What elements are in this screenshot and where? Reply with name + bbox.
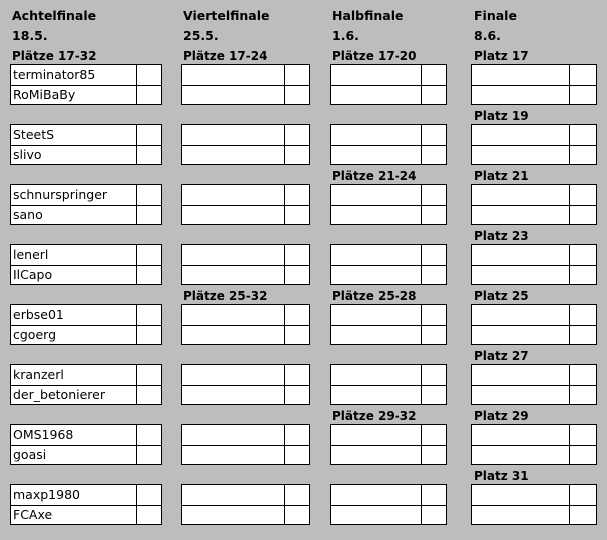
score-column[interactable] — [421, 485, 422, 524]
team-slot[interactable] — [182, 425, 309, 446]
team-slot[interactable] — [331, 85, 446, 105]
match-box — [330, 64, 447, 105]
team-name: lenerl — [13, 247, 49, 262]
match-box — [10, 64, 162, 105]
places-label: Platz 25 — [474, 289, 529, 303]
score-column[interactable] — [284, 125, 285, 164]
match-box — [330, 304, 447, 345]
team-slot[interactable] — [11, 185, 161, 206]
team-slot[interactable] — [11, 205, 161, 225]
team-slot[interactable] — [472, 325, 596, 345]
match-box — [181, 364, 310, 405]
match-box — [471, 64, 597, 105]
score-column[interactable] — [136, 65, 137, 104]
places-label: Plätze 17-20 — [332, 49, 417, 63]
team-slot[interactable] — [11, 265, 161, 285]
round-name-qf: Viertelfinale — [183, 8, 270, 23]
places-label: Platz 19 — [474, 109, 529, 123]
score-column[interactable] — [569, 65, 570, 104]
team-slot[interactable] — [472, 185, 596, 206]
places-label: Platz 17 — [474, 49, 529, 63]
team-name: schnurspringer — [13, 187, 108, 202]
team-slot[interactable] — [11, 365, 161, 386]
match-box — [181, 184, 310, 225]
round-date-final: 8.6. — [474, 28, 501, 43]
score-column[interactable] — [421, 185, 422, 224]
score-column[interactable] — [136, 365, 137, 404]
score-column[interactable] — [421, 425, 422, 464]
team-slot[interactable] — [11, 485, 161, 506]
match-box — [10, 424, 162, 465]
places-label: Plätze 21-24 — [332, 169, 417, 183]
team-name: kranzerl — [13, 367, 64, 382]
team-slot[interactable] — [331, 185, 446, 206]
team-slot[interactable] — [331, 125, 446, 146]
score-column[interactable] — [569, 245, 570, 284]
team-slot[interactable] — [11, 85, 161, 105]
team-slot[interactable] — [472, 445, 596, 465]
match-box — [10, 364, 162, 405]
team-name: OMS1968 — [13, 427, 74, 442]
team-slot[interactable] — [182, 205, 309, 225]
match-box — [10, 184, 162, 225]
match-box — [181, 124, 310, 165]
places-label: Platz 31 — [474, 469, 529, 483]
score-column[interactable] — [136, 245, 137, 284]
match-box — [471, 124, 597, 165]
match-box — [330, 364, 447, 405]
match-box — [330, 184, 447, 225]
team-slot[interactable] — [331, 145, 446, 165]
team-slot[interactable] — [182, 145, 309, 165]
score-column[interactable] — [284, 65, 285, 104]
match-box — [10, 484, 162, 525]
team-slot[interactable] — [472, 205, 596, 225]
team-slot[interactable] — [182, 245, 309, 266]
team-slot[interactable] — [11, 125, 161, 146]
match-box — [330, 244, 447, 285]
score-column[interactable] — [284, 185, 285, 224]
round-name-r16: Achtelfinale — [12, 8, 97, 23]
team-slot[interactable] — [472, 385, 596, 405]
score-column[interactable] — [284, 485, 285, 524]
team-slot[interactable] — [182, 505, 309, 525]
team-slot[interactable] — [182, 85, 309, 105]
team-slot[interactable] — [472, 365, 596, 386]
places-label: Plätze 17-24 — [183, 49, 268, 63]
match-box — [330, 424, 447, 465]
team-slot[interactable] — [11, 305, 161, 326]
score-column[interactable] — [569, 485, 570, 524]
score-column[interactable] — [569, 305, 570, 344]
score-column[interactable] — [421, 65, 422, 104]
team-slot[interactable] — [472, 145, 596, 165]
team-name: der_betonierer — [13, 387, 105, 402]
match-box — [471, 244, 597, 285]
team-slot[interactable] — [11, 325, 161, 345]
score-column[interactable] — [136, 485, 137, 524]
team-slot[interactable] — [11, 65, 161, 86]
match-box — [471, 424, 597, 465]
team-slot[interactable] — [331, 505, 446, 525]
places-label: Plätze 25-28 — [332, 289, 417, 303]
team-slot[interactable] — [182, 325, 309, 345]
team-slot[interactable] — [182, 125, 309, 146]
score-column[interactable] — [284, 245, 285, 284]
team-name: FCAxe — [13, 507, 53, 522]
team-slot[interactable] — [472, 85, 596, 105]
match-box — [10, 244, 162, 285]
team-slot[interactable] — [331, 325, 446, 345]
team-slot[interactable] — [182, 385, 309, 405]
team-slot[interactable] — [182, 185, 309, 206]
team-name: terminator85 — [13, 67, 96, 82]
round-date-sf: 1.6. — [332, 28, 359, 43]
score-column[interactable] — [569, 365, 570, 404]
score-column[interactable] — [421, 245, 422, 284]
match-box — [471, 304, 597, 345]
score-column[interactable] — [421, 125, 422, 164]
score-column[interactable] — [136, 425, 137, 464]
team-slot[interactable] — [11, 385, 161, 405]
team-slot[interactable] — [472, 485, 596, 506]
team-slot[interactable] — [472, 125, 596, 146]
match-box — [10, 124, 162, 165]
score-column[interactable] — [569, 125, 570, 164]
team-slot[interactable] — [11, 505, 161, 525]
match-box — [181, 484, 310, 525]
team-slot[interactable] — [331, 65, 446, 86]
team-slot[interactable] — [472, 265, 596, 285]
team-slot[interactable] — [472, 505, 596, 525]
team-name: cgoerg — [13, 327, 56, 342]
round-name-final: Finale — [474, 8, 517, 23]
match-box — [181, 304, 310, 345]
team-name: slivo — [13, 147, 42, 162]
team-slot[interactable] — [331, 305, 446, 326]
team-slot[interactable] — [331, 245, 446, 266]
round-date-r16: 18.5. — [12, 28, 48, 43]
places-label: Platz 29 — [474, 409, 529, 423]
team-name: SteetS — [13, 127, 55, 142]
match-box — [181, 64, 310, 105]
match-box — [10, 304, 162, 345]
places-label: Plätze 25-32 — [183, 289, 268, 303]
score-column[interactable] — [136, 125, 137, 164]
places-label: Platz 21 — [474, 169, 529, 183]
places-label: Plätze 17-32 — [12, 49, 97, 63]
team-slot[interactable] — [182, 65, 309, 86]
team-slot[interactable] — [472, 425, 596, 446]
match-box — [181, 244, 310, 285]
team-slot[interactable] — [182, 485, 309, 506]
team-name: RoMiBaBy — [13, 87, 76, 102]
team-slot[interactable] — [331, 485, 446, 506]
match-box — [330, 124, 447, 165]
team-slot[interactable] — [331, 205, 446, 225]
team-slot[interactable] — [182, 305, 309, 326]
team-slot[interactable] — [11, 245, 161, 266]
places-label: Plätze 29-32 — [332, 409, 417, 423]
team-slot[interactable] — [182, 365, 309, 386]
score-column[interactable] — [284, 365, 285, 404]
places-label: Platz 27 — [474, 349, 529, 363]
team-slot[interactable] — [331, 425, 446, 446]
match-box — [471, 484, 597, 525]
score-column[interactable] — [284, 305, 285, 344]
score-column[interactable] — [569, 185, 570, 224]
team-name: maxp1980 — [13, 487, 80, 502]
team-slot[interactable] — [11, 145, 161, 165]
match-box — [471, 184, 597, 225]
team-name: IlCapo — [13, 267, 53, 282]
team-slot[interactable] — [331, 445, 446, 465]
team-slot[interactable] — [182, 265, 309, 285]
round-name-sf: Halbfinale — [332, 8, 404, 23]
team-name: goasi — [13, 447, 47, 462]
team-slot[interactable] — [11, 445, 161, 465]
team-slot[interactable] — [472, 65, 596, 86]
team-name: sano — [13, 207, 43, 222]
team-slot[interactable] — [472, 305, 596, 326]
score-column[interactable] — [421, 305, 422, 344]
team-slot[interactable] — [331, 365, 446, 386]
match-box — [330, 484, 447, 525]
team-slot[interactable] — [331, 265, 446, 285]
match-box — [471, 364, 597, 405]
round-date-qf: 25.5. — [183, 28, 219, 43]
score-column[interactable] — [569, 425, 570, 464]
team-name: erbse01 — [13, 307, 64, 322]
team-slot[interactable] — [11, 425, 161, 446]
score-column[interactable] — [136, 185, 137, 224]
places-label: Platz 23 — [474, 229, 529, 243]
score-column[interactable] — [284, 425, 285, 464]
score-column[interactable] — [136, 305, 137, 344]
team-slot[interactable] — [182, 445, 309, 465]
team-slot[interactable] — [331, 385, 446, 405]
score-column[interactable] — [421, 365, 422, 404]
match-box — [181, 424, 310, 465]
team-slot[interactable] — [472, 245, 596, 266]
